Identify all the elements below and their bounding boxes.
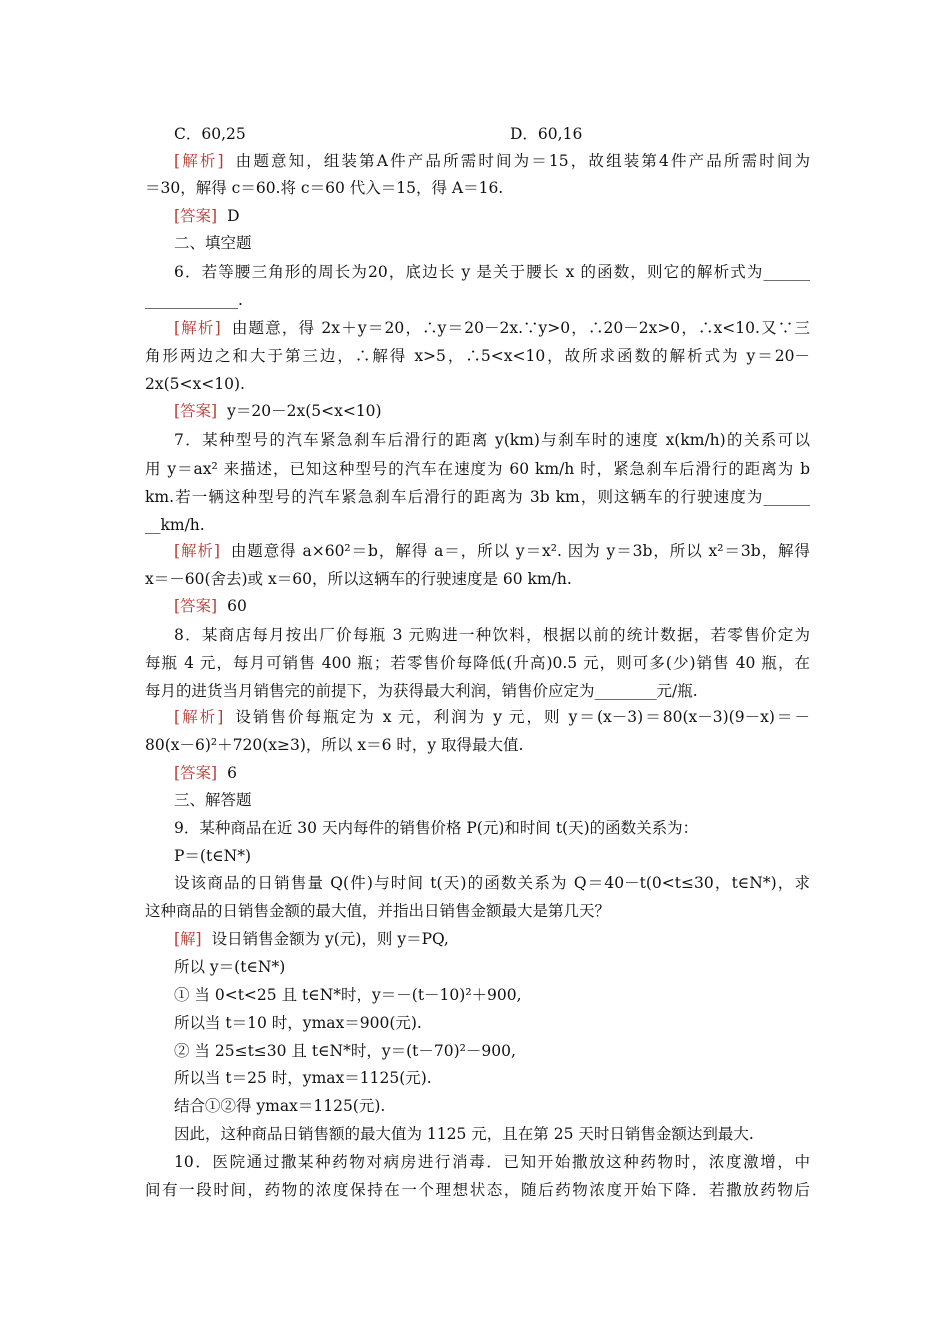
line-text: 用 y＝ax² 来描述，已知这种型号的汽车在速度为 60 km/h 时，紧急刹车后滑行的距离为 b bbox=[145, 460, 810, 478]
text-line bbox=[174, 957, 810, 977]
text-line bbox=[145, 459, 810, 479]
line-text: P＝(t∈N*) bbox=[174, 847, 252, 865]
line-text: 结合①②得 ymax＝1125(元). bbox=[174, 1097, 386, 1115]
line-text: 80(x－6)²＋720(x≥3)，所以 x＝6 时，y 取得最大值. bbox=[145, 736, 524, 754]
text-line bbox=[174, 233, 810, 253]
text-line bbox=[174, 1013, 810, 1033]
line-text: 这种商品的日销售金额的最大值，并指出日销售金额最大是第几天？ bbox=[145, 902, 611, 920]
text-line bbox=[174, 318, 810, 338]
text-line bbox=[174, 873, 810, 893]
line-text: 60 bbox=[227, 597, 247, 615]
text-line bbox=[145, 901, 810, 921]
line-text: 由题意，得 2x＋y＝20，∴y＝20－2x.∵y>0，∴20－2x>0，∴x<10.又∵三 bbox=[230, 319, 810, 337]
line-text: 设销售价每瓶定为 x 元，利润为 y 元，则 y＝(x－3)＝80(x－3)(9－x)＝－ bbox=[233, 708, 810, 726]
text-line bbox=[174, 763, 810, 783]
line-text: 设日销售金额为 y(元)，则 y＝PQ, bbox=[211, 930, 449, 948]
line-text: 角形两边之和大于第三边，∴解得 x>5，∴5<x<10，故所求函数的解析式为 y＝20－ bbox=[145, 347, 810, 365]
text-line bbox=[174, 818, 810, 838]
line-text: 2x(5<x<10). bbox=[145, 375, 245, 393]
text-line bbox=[174, 707, 810, 727]
line-text: D bbox=[227, 207, 240, 225]
text-line bbox=[174, 625, 810, 645]
text-line bbox=[145, 346, 810, 366]
text-line bbox=[145, 735, 810, 755]
line-text: ① 当 0<t<25 且 t∈N*时，y＝－(t－10)²＋900, bbox=[174, 986, 522, 1004]
line-text: 7．某种型号的汽车紧急刹车后滑行的距离 y(km)与刹车时的速度 x(km/h)的关系可以 bbox=[174, 431, 810, 449]
text-line bbox=[145, 178, 810, 198]
line-text: ＝30，解得 c＝60.将 c＝60 代入＝15，得 A＝16. bbox=[145, 179, 504, 197]
line-text: 9．某种商品在近 30 天内每件的销售价格 P(元)和时间 t(天)的函数关系为： bbox=[174, 819, 699, 837]
text-line bbox=[145, 374, 810, 394]
line-text: y＝20－2x(5<x<10) bbox=[227, 402, 382, 420]
line-text: km.若一辆这种型号的汽车紧急刹车后滑行的距离为 3b km，则这辆车的行驶速度为______ bbox=[145, 488, 810, 506]
text-line bbox=[145, 653, 810, 673]
line-text: 所以 y＝(t∈N*) bbox=[174, 958, 286, 976]
line-text: 所以当 t＝10 时，ymax＝900(元). bbox=[174, 1014, 422, 1032]
text-line bbox=[174, 151, 810, 171]
text-line bbox=[174, 124, 810, 144]
section-tag: [答案] bbox=[174, 402, 218, 420]
section-tag: [答案] bbox=[174, 597, 218, 615]
text-line bbox=[174, 541, 810, 561]
line-text: C．60,25 bbox=[174, 125, 246, 143]
text-line bbox=[174, 790, 810, 810]
text-line bbox=[145, 681, 810, 701]
text-line bbox=[174, 430, 810, 450]
line-text: 所以当 t＝25 时，ymax＝1125(元). bbox=[174, 1069, 432, 1087]
text-line bbox=[174, 1096, 810, 1116]
option-right: D．60,16 bbox=[510, 125, 583, 143]
text-line bbox=[174, 1068, 810, 1088]
text-line bbox=[145, 290, 810, 310]
line-text: 6．若等腰三角形的周长为20，底边长 y 是关于腰长 x 的函数，则它的解析式为______ bbox=[174, 263, 810, 281]
text-line bbox=[174, 401, 810, 421]
text-line bbox=[174, 1152, 810, 1172]
section-tag: [解] bbox=[174, 930, 202, 948]
line-text: 三、解答题 bbox=[174, 791, 252, 809]
line-text: 因此，这种商品日销售额的最大值为 1125 元，且在第 25 天时日销售金额达到最大. bbox=[174, 1125, 754, 1143]
line-text: 每月的进货当月销售完的前提下，为获得最大利润，销售价应定为________元/瓶. bbox=[145, 682, 698, 700]
line-text: __km/h. bbox=[145, 516, 205, 534]
text-line bbox=[174, 929, 810, 949]
text-line bbox=[174, 1124, 810, 1144]
line-text: ② 当 25≤t≤30 且 t∈N*时，y＝(t－70)²－900, bbox=[174, 1042, 516, 1060]
text-line bbox=[174, 985, 810, 1005]
text-line bbox=[174, 1041, 810, 1061]
text-line bbox=[145, 1180, 810, 1200]
section-tag: [答案] bbox=[174, 207, 218, 225]
section-tag: [解析] bbox=[174, 152, 224, 170]
text-line bbox=[174, 846, 810, 866]
text-line bbox=[174, 262, 810, 282]
text-line bbox=[174, 206, 810, 226]
line-text: 每瓶 4 元，每月可销售 400 瓶；若零售价每降低(升高)0.5 元，则可多(少)销售 40 瓶，在 bbox=[145, 654, 810, 672]
text-line bbox=[174, 596, 810, 616]
section-tag: [解析] bbox=[174, 708, 224, 726]
line-text: 间有一段时间，药物的浓度保持在一个理想状态，随后药物浓度开始下降．若撒放药物后 bbox=[145, 1181, 810, 1199]
section-tag: [解析] bbox=[174, 542, 220, 560]
text-line bbox=[145, 515, 810, 535]
line-text: x＝－60(舍去)或 x＝60，所以这辆车的行驶速度是 60 km/h. bbox=[145, 570, 572, 588]
text-line bbox=[145, 569, 810, 589]
line-text: 二、填空题 bbox=[174, 234, 252, 252]
text-line bbox=[145, 487, 810, 507]
section-tag: [答案] bbox=[174, 764, 218, 782]
line-text: 设该商品的日销售量 Q(件)与时间 t(天)的函数关系为 Q＝40－t(0<t≤30，t∈N*)，求 bbox=[174, 874, 810, 892]
line-text: 10．医院通过撒某种药物对病房进行消毒．已知开始撒放这种药物时，浓度激增，中 bbox=[174, 1153, 810, 1171]
line-text: 6 bbox=[227, 764, 237, 782]
line-text: 由题意得 a×60²＝b，解得 a＝，所以 y＝x². 因为 y＝3b，所以 x²＝3b，解得 bbox=[229, 542, 810, 560]
line-text: 8．某商店每月按出厂价每瓶 3 元购进一种饮料，根据以前的统计数据，若零售价定为 bbox=[174, 626, 810, 644]
section-tag: [解析] bbox=[174, 319, 221, 337]
line-text: 由题意知，组装第A件产品所需时间为＝15，故组装第4件产品所需时间为 bbox=[233, 152, 810, 170]
line-text: ____________. bbox=[145, 291, 243, 309]
